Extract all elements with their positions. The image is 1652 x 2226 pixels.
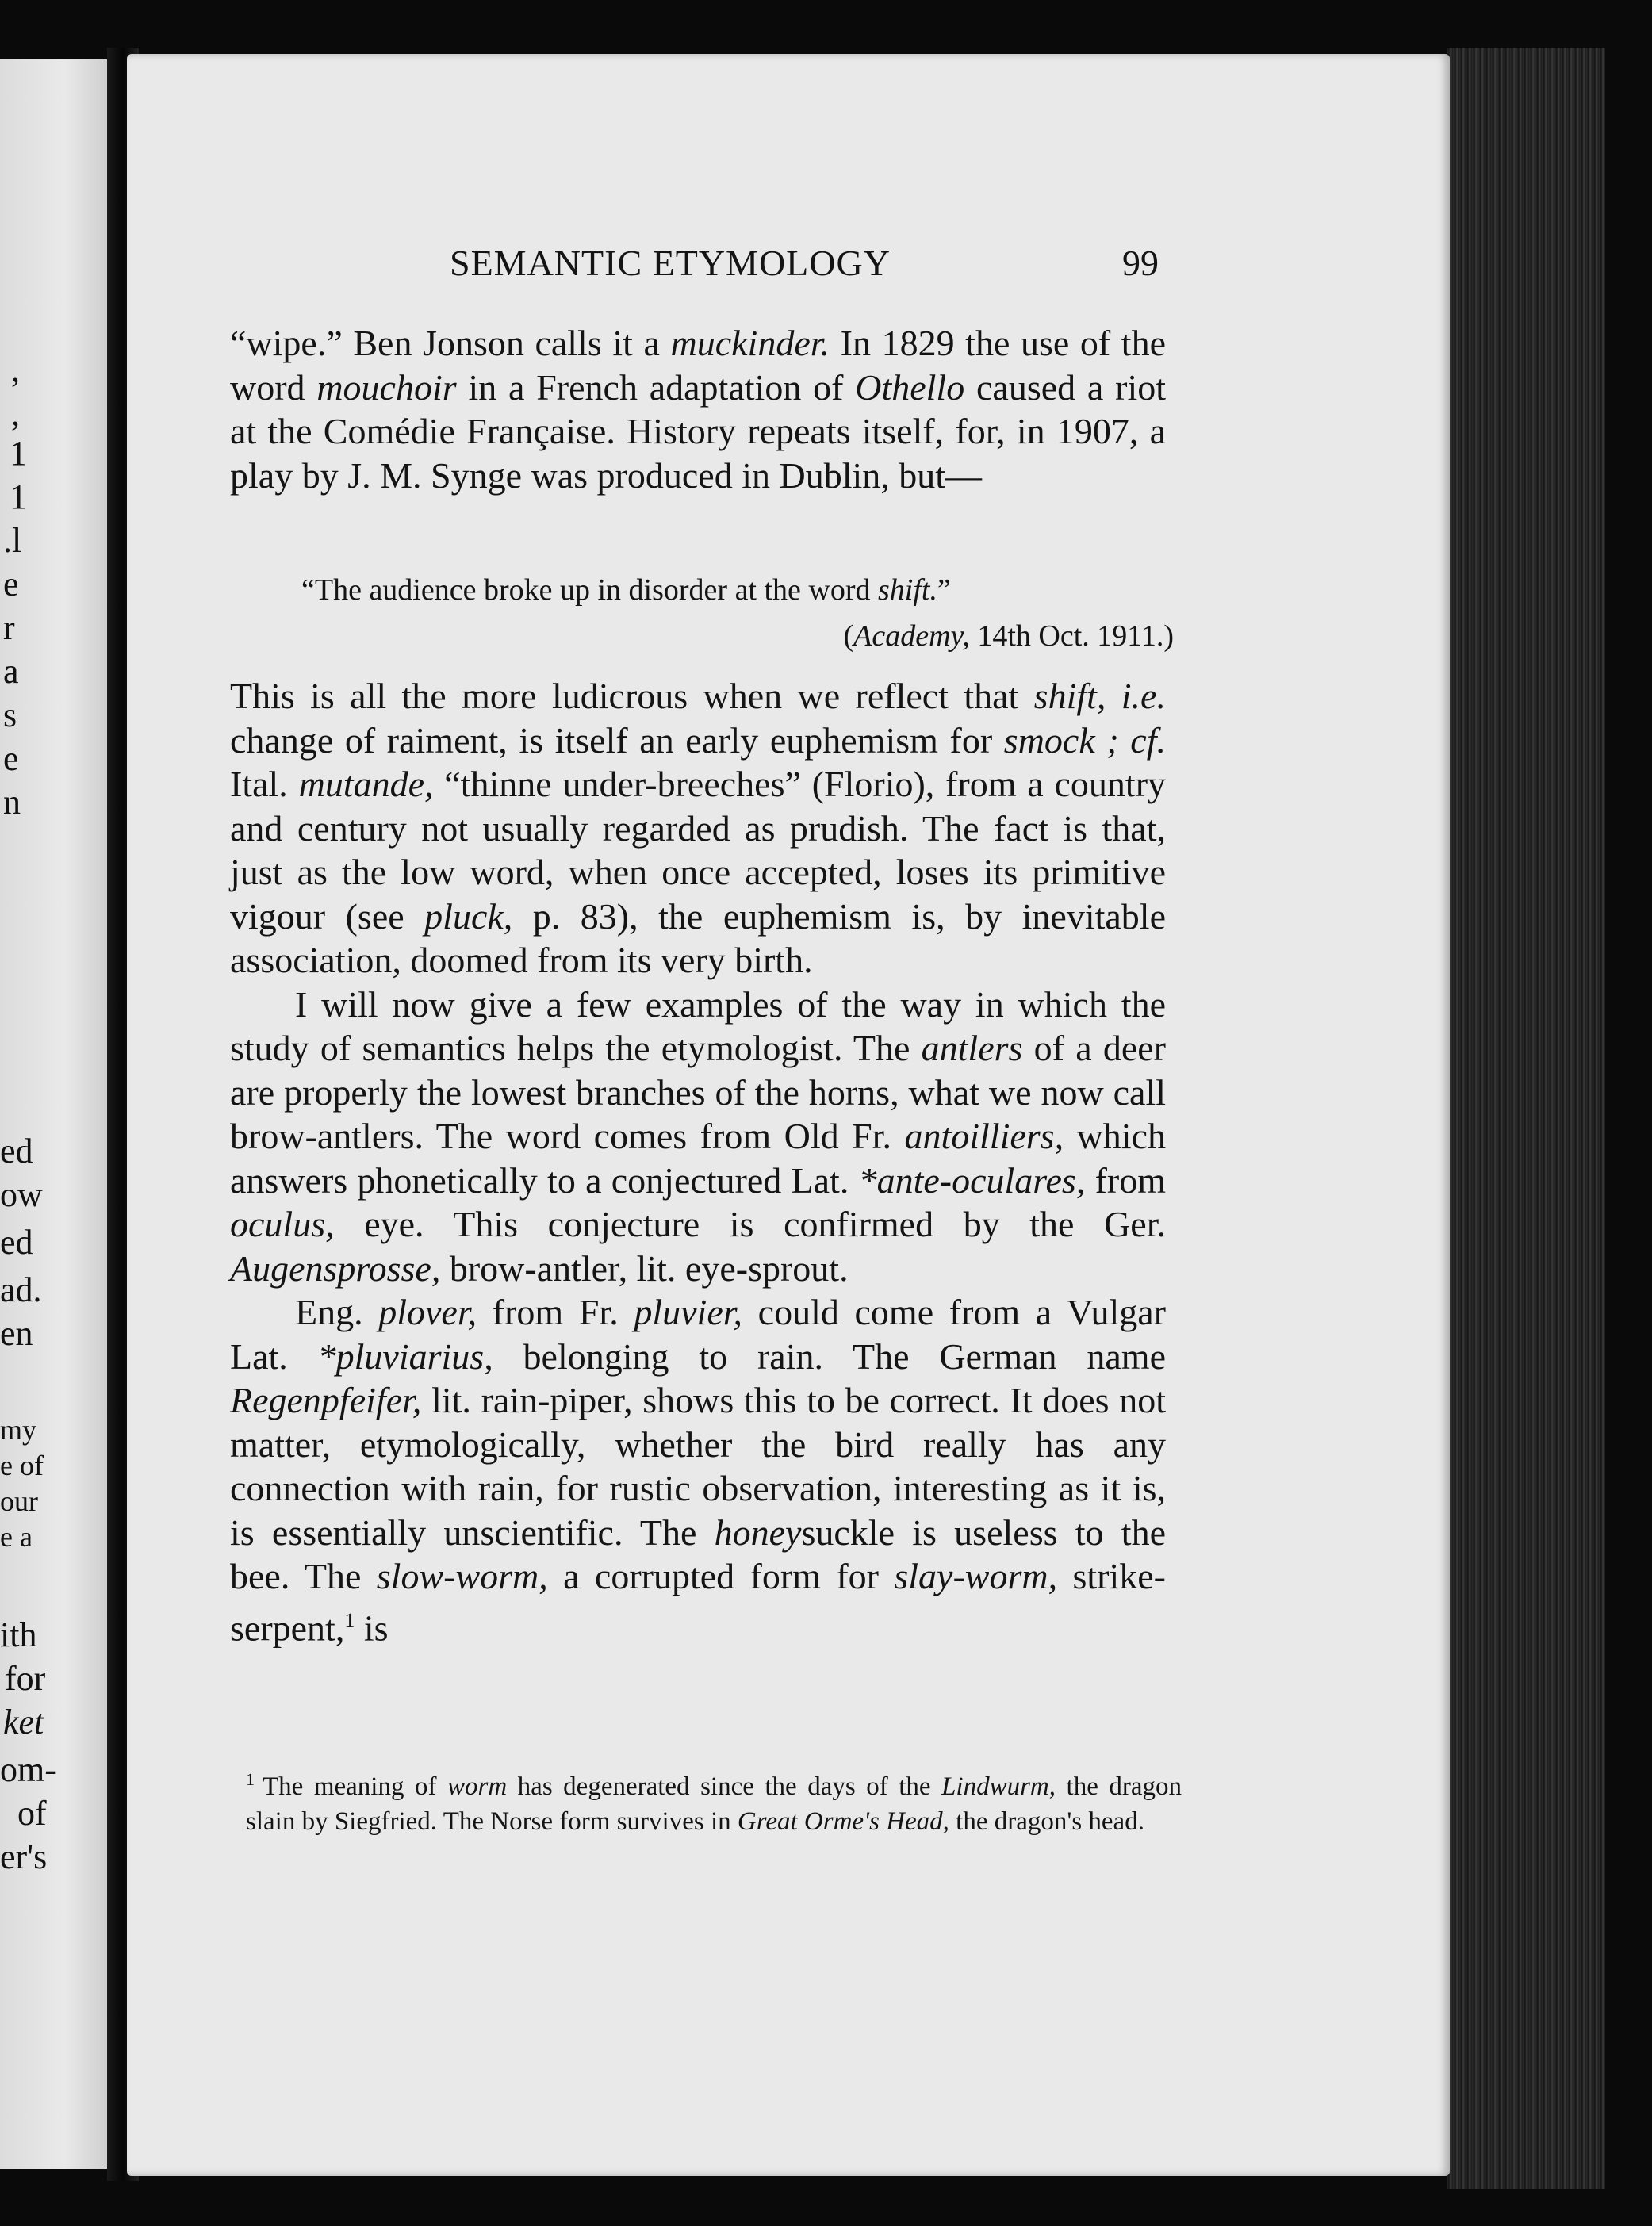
- facing-page-fragment: our: [0, 1485, 38, 1517]
- italic-run: shift.: [878, 573, 937, 607]
- text-run: The meaning of: [263, 1772, 447, 1801]
- facing-page-fragment: er's: [0, 1837, 48, 1876]
- facing-page-fragment: 1: [10, 477, 27, 516]
- text-run: belonging to rain. The German name: [493, 1335, 1166, 1377]
- page-header: [0, 242, 1652, 289]
- footnote-reference[interactable]: 1: [344, 1608, 355, 1632]
- block-quote: [301, 573, 1174, 653]
- text-run: the dragon's head.: [949, 1807, 1144, 1836]
- facing-page-fragment: ith: [0, 1615, 37, 1654]
- italic-run: *pluviarius,: [317, 1335, 493, 1377]
- text-run: a corrupted form for: [547, 1556, 895, 1596]
- italic-run: plover,: [378, 1292, 477, 1332]
- italic-run: antlers: [921, 1028, 1023, 1068]
- page-number: 99: [1122, 243, 1159, 283]
- facing-page-fragment: e: [3, 565, 19, 603]
- text-run: from Fr.: [477, 1292, 634, 1332]
- text-run: p. 83), the euphemism is, by inevitable association, doomed from its very birth.: [230, 895, 1166, 980]
- facing-page-fragment: e: [3, 739, 19, 778]
- text-run: This is all the more ludicrous when we reflect that: [230, 676, 1034, 716]
- facing-page-fragment: for: [5, 1659, 46, 1698]
- italic-run: honey: [714, 1511, 802, 1553]
- text-run: brow-antler, lit. eye-sprout.: [440, 1247, 849, 1289]
- italic-run: shift, i.e.: [1033, 676, 1166, 716]
- facing-page-fragment: my: [0, 1414, 37, 1446]
- facing-page-fragment: e of: [0, 1450, 44, 1481]
- facing-page-fragment: om-: [0, 1750, 56, 1789]
- text-run: in a French adaptation of: [456, 366, 856, 408]
- quote-citation: [301, 619, 1174, 653]
- italic-run: pluck,: [424, 895, 513, 937]
- text-run: is: [355, 1607, 389, 1648]
- facing-page-fragment: ed: [0, 1223, 33, 1262]
- italic-run: Lindwurm,: [941, 1772, 1056, 1801]
- footnote-marker: 1: [246, 1769, 255, 1789]
- italic-run: mouchoir: [316, 366, 457, 408]
- italic-run: Great Orme's Head,: [737, 1807, 949, 1836]
- quote-text: [301, 573, 1174, 607]
- paragraph-3: [230, 983, 1166, 1291]
- italic-run: Academy,: [853, 619, 970, 653]
- facing-page-fragment: .l: [3, 521, 22, 560]
- running-title: SEMANTIC ETYMOLOGY: [450, 243, 891, 283]
- text-run: strike-serpent,: [230, 1556, 1166, 1648]
- text-run: 14th Oct. 1911.): [969, 619, 1174, 653]
- text-run: “wipe.” Ben Jonson calls it a: [230, 323, 671, 363]
- text-run: (: [843, 619, 854, 653]
- paragraph-4: [230, 1290, 1166, 1649]
- facing-page-fragment: ket: [3, 1703, 44, 1741]
- facing-page-fragment: s: [3, 695, 17, 734]
- facing-page-fragment: ,: [11, 351, 20, 389]
- italic-run: muckinder.: [670, 323, 830, 363]
- paragraph-1: [230, 321, 1166, 497]
- facing-page-fragment: n: [3, 783, 21, 822]
- italic-run: pluvier,: [634, 1292, 743, 1332]
- facing-page-fragment: 1: [10, 434, 27, 473]
- paragraph-2: [230, 674, 1166, 1649]
- italic-run: Augensprosse,: [230, 1247, 441, 1289]
- facing-page-fragment: ow: [0, 1175, 43, 1214]
- page-edges: [1447, 48, 1605, 2189]
- footnote: [246, 1762, 1182, 1839]
- facing-page-fragment: ad.: [0, 1270, 42, 1309]
- text-run: change of raiment, is itself an early euphemism for: [230, 719, 1004, 761]
- text-run: has degenerated since the days of the: [507, 1772, 942, 1801]
- text-run: In 1829 the use of the word: [230, 323, 1166, 408]
- paragraph-text: [230, 321, 1166, 497]
- italic-run: smock ; cf.: [1003, 719, 1166, 761]
- text-run: Ital.: [230, 764, 299, 804]
- italic-run: mutande,: [298, 764, 434, 804]
- italic-run: oculus,: [230, 1204, 335, 1244]
- text-run: caused a riot at the Comédie Française. History repeats itself, for, in 1907, a play by J. M. Synge was produced in Dublin, but—: [230, 366, 1167, 496]
- text-run: from: [1085, 1159, 1166, 1201]
- facing-page-fragment: ,: [11, 394, 20, 433]
- text-run: “The audience broke up in disorder at the word: [301, 573, 879, 607]
- text-run: suckle is useless to the bee. The: [230, 1511, 1166, 1596]
- text-run: could come from a Vulgar Lat.: [230, 1292, 1166, 1377]
- facing-page-fragment: of: [17, 1794, 47, 1833]
- facing-page-fragment: e a: [0, 1521, 33, 1553]
- italic-run: *ante-oculares,: [858, 1159, 1086, 1201]
- italic-run: slow-worm,: [376, 1556, 548, 1596]
- facing-page-fragment: r: [3, 608, 15, 647]
- facing-page-fragment: a: [3, 652, 19, 691]
- italic-run: Regenpfeifer,: [230, 1380, 422, 1420]
- text-run: I will now give a few examples of the way in which the study of semantics helps the etymologist. The: [230, 983, 1166, 1068]
- italic-run: slay-worm,: [894, 1556, 1058, 1596]
- italic-run: antoilliers,: [904, 1116, 1064, 1156]
- text-run: Eng.: [295, 1292, 379, 1332]
- text-run: ”: [937, 573, 951, 607]
- text-run: of a deer are properly the lowest branches of the horns, what we now call brow-antlers. The word comes from Old Fr.: [230, 1028, 1166, 1156]
- paragraph-text: [230, 674, 1166, 983]
- text-run: lit. rain-piper, shows this to be correct. It does not matter, etymologically, whether the bird really has any connection with rain, for rustic observation, interesting as it is, is essentially unscientific. The: [230, 1380, 1166, 1553]
- italic-run: Othello: [855, 366, 965, 408]
- text-run: “thinne under-breeches” (Florio), from a country and century not usually regarded as prudish. The fact is that, just as the low word, when once accepted, loses its primitive vigour (see: [230, 764, 1167, 937]
- text-run: eye. This conjecture is confirmed by the Ger.: [334, 1204, 1166, 1244]
- text-run: the dragon slain by Siegfried. The Norse form survives in: [246, 1772, 1182, 1836]
- facing-page-fragment: ed: [0, 1132, 33, 1170]
- italic-run: worm: [447, 1772, 508, 1801]
- facing-page-fragment: en: [0, 1314, 33, 1353]
- text-run: which answers phonetically to a conjectured Lat.: [230, 1116, 1166, 1201]
